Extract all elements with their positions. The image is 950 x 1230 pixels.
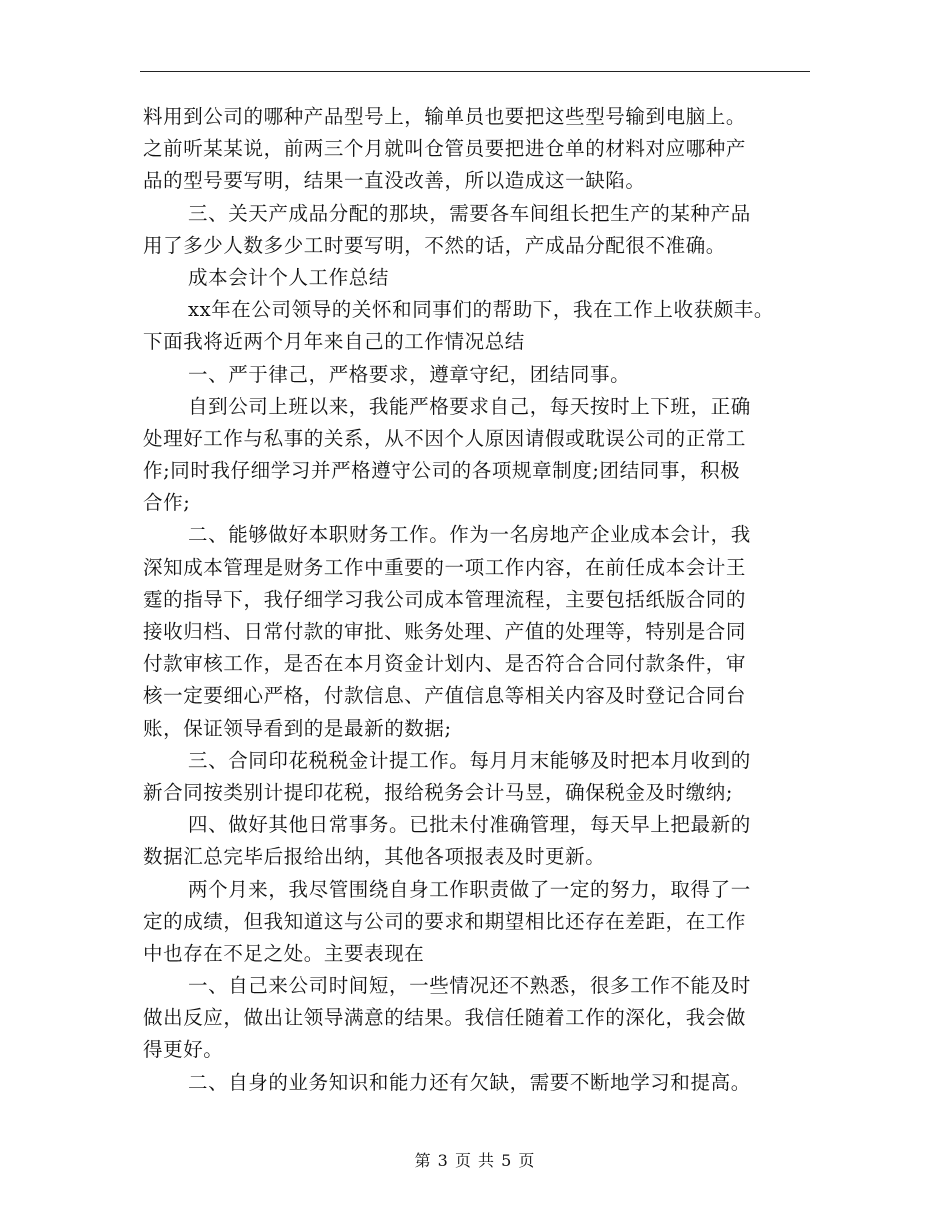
text-line: 接收归档、日常付款的审批、账务处理、产值的处理等，特别是合同 <box>143 620 747 643</box>
text-line: 三、关天产成品分配的那块，需要各车间组长把生产的某种产品 <box>188 201 751 225</box>
text-line: 作;同时我仔细学习并严格遵守公司的各项规章制度;团结同事，积极 <box>143 459 741 483</box>
text-line: 账，保证领导看到的是最新的数据; <box>143 716 452 740</box>
text-line: 中也存在不足之处。主要表现在 <box>143 941 425 965</box>
text-line: 成本会计个人工作总结 <box>188 265 390 289</box>
text-line: 数据汇总完毕后报给出纳，其他各项报表及时更新。 <box>143 845 606 869</box>
text-line: 做出反应，做出让领导满意的结果。我信任随着工作的深化，我会做 <box>143 1006 747 1030</box>
text-line: 霆的指导下，我仔细学习我公司成本管理流程，主要包括纸版合同的 <box>143 587 747 611</box>
text-line: 付款审核工作，是否在本月资金计划内、是否符合合同付款条件，审 <box>143 652 747 676</box>
text-line: 处理好工作与私事的关系，从不因个人原因请假或耽误公司的正常工 <box>143 426 747 450</box>
text-line: 下面我将近两个月年来自己的工作情况总结 <box>143 330 525 354</box>
text-line: 自到公司上班以来，我能严格要求自己，每天按时上下班，正确 <box>188 394 751 418</box>
text-line: 用了多少人数多少工时要写明，不然的话，产成品分配很不准确。 <box>143 233 726 257</box>
text-line: 一、自己来公司时间短，一些情况还不熟悉，很多工作不能及时 <box>188 974 751 998</box>
text-line: 一、严于律己，严格要求，遵章守纪，团结同事。 <box>188 362 631 386</box>
text-line: xx年在公司领导的关怀和同事们的帮助下，我在工作上收获颇丰。 <box>188 298 774 322</box>
document-body <box>143 101 810 1099</box>
text-line: 四、做好其他日常事务。已批未付准确管理，每天早上把最新的 <box>188 813 751 837</box>
text-line: 三、合同印花税税金计提工作。每月月末能够及时把本月收到的 <box>188 748 751 772</box>
text-line: 品的型号要写明，结果一直没改善，所以造成这一缺陷。 <box>143 169 646 193</box>
text-line: 深知成本管理是财务工作中重要的一项工作内容，在前任成本会计王 <box>143 555 747 579</box>
text-line: 料用到公司的哪种产品型号上，输单员也要把这些型号输到电脑上。 <box>143 105 747 128</box>
text-line: 核一定要细心严格，付款信息、产值信息等相关内容及时登记合同台 <box>143 684 747 708</box>
text-line: 二、自身的业务知识和能力还有欠缺，需要不断地学习和提高。 <box>188 1070 751 1094</box>
page-number-footer: 第 3 页 共 5 页 <box>414 1151 536 1170</box>
text-line: 得更好。 <box>143 1038 224 1062</box>
text-line: 定的成绩，但我知道这与公司的要求和期望相比还存在差距，在工作 <box>143 909 747 933</box>
text-line: 新合同按类别计提印花税，报给税务会计马昱，确保税金及时缴纳; <box>143 780 734 804</box>
text-line: 二、能够做好本职财务工作。作为一名房地产企业成本会计，我 <box>188 523 751 547</box>
text-line: 两个月来，我尽管围绕自身工作职责做了一定的努力，取得了一 <box>188 877 751 901</box>
text-line: 合作; <box>143 491 191 515</box>
text-line: 之前听某某说，前两三个月就叫仓管员要把进仓单的材料对应哪种产 <box>143 137 747 161</box>
header-rule <box>140 71 810 72</box>
